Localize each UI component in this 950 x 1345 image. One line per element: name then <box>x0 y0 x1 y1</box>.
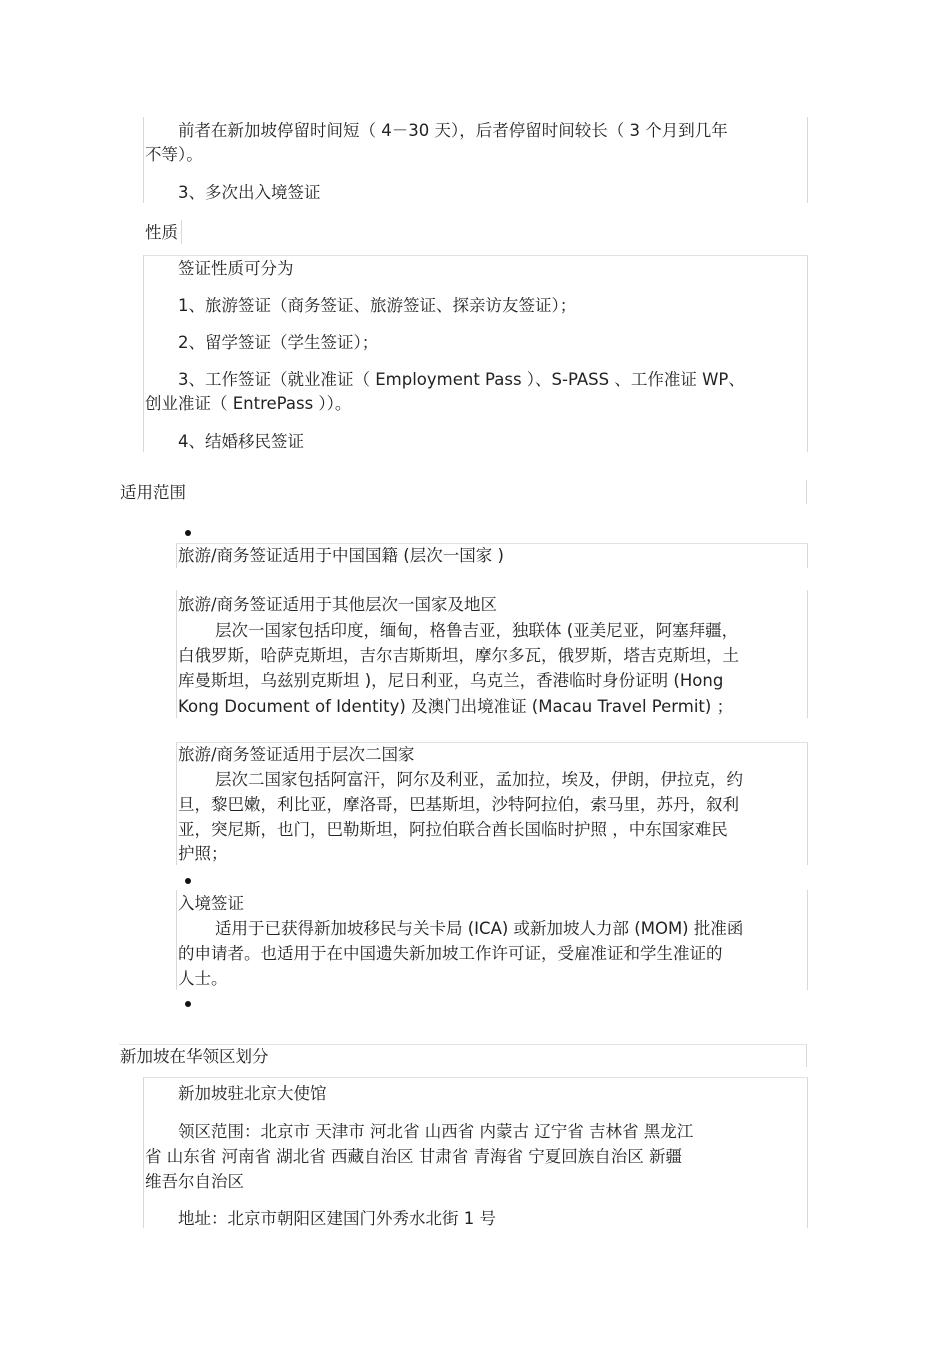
multi-entry-visa: 3、多次出入境签证 <box>178 183 321 202</box>
bullet-dot <box>185 1001 191 1007</box>
tier2-title: 旅游/商务签证适用于层次二国家 <box>178 745 415 764</box>
nature-heading: 性质 <box>145 223 178 242</box>
entry-line-1: 适用于已获得新加坡移民与关卡局 (ICA) 或新加坡人力部 (MOM) 批准函 <box>215 919 744 938</box>
scope-heading: 适用范围 <box>120 483 186 502</box>
bullet-dot <box>185 878 191 884</box>
nature-item-4: 4、结婚移民签证 <box>178 432 304 451</box>
jurisdiction-line-3: 维吾尔自治区 <box>145 1172 244 1191</box>
tier1-title: 旅游/商务签证适用于其他层次一国家及地区 <box>178 595 498 614</box>
embassy-title: 新加坡驻北京大使馆 <box>178 1084 327 1103</box>
scope-heading-box <box>119 480 807 504</box>
duration-line-2: 不等）。 <box>145 145 203 164</box>
jurisdiction-line-1: 领区范围：北京市 天津市 河北省 山西省 内蒙古 辽宁省 吉林省 黑龙江 <box>178 1122 694 1141</box>
nature-intro: 签证性质可分为 <box>178 259 294 278</box>
tier2-line-3: 亚，突尼斯，也门，巴勒斯坦，阿拉伯联合酋长国临时护照 ，中东国家难民 <box>178 820 728 839</box>
tier1-line-1: 层次一国家包括印度，缅甸，格鲁吉亚，独联体 (亚美尼亚，阿塞拜疆， <box>215 621 739 640</box>
tier1-line-3: 库曼斯坦，乌兹别克斯坦 )，尼日利亚，乌克兰，香港临时身份证明 (Hong <box>178 671 724 690</box>
entry-line-2: 的申请者。也适用于在中国遗失新加坡工作许可证，受雇准证和学生准证的 <box>178 944 723 963</box>
entry-line-3: 人士。 <box>178 969 228 988</box>
entry-box <box>176 890 808 990</box>
tier1-line-4: Kong Document of Identity) 及澳门出境准证 (Macau Travel Permit) ； <box>178 697 734 716</box>
nature-item-3b: 创业准证（ EntrePass ））。 <box>145 394 352 413</box>
duration-line-1: 前者在新加坡停留时间短（ 4－30 天），后者停留时间较长（ 3 个月到几年 <box>178 121 728 140</box>
jurisdiction-line-2: 省 山东省 河南省 湖北省 西藏自治区 甘肃省 青海省 宁夏回族自治区 新疆 <box>145 1147 682 1166</box>
tier2-line-2: 旦，黎巴嫩，利比亚，摩洛哥，巴基斯坦，沙特阿拉伯，索马里，苏丹，叙利 <box>178 795 739 814</box>
tier2-line-1: 层次二国家包括阿富汗，阿尔及利亚，孟加拉，埃及，伊朗，伊拉克，约 <box>215 770 743 789</box>
embassy-address: 地址：北京市朝阳区建国门外秀水北街 1 号 <box>178 1209 496 1228</box>
nature-item-1: 1、旅游签证（商务签证、旅游签证、探亲访友签证）； <box>178 296 577 315</box>
entry-visa-title: 入境签证 <box>178 894 244 913</box>
tier2-line-4: 护照； <box>178 844 228 863</box>
consular-heading: 新加坡在华领区划分 <box>120 1047 269 1066</box>
china-visa-title: 旅游/商务签证适用于中国国籍 (层次一国家 ) <box>178 546 504 565</box>
nature-item-2: 2、留学签证（学生签证）； <box>178 333 379 352</box>
nature-item-3a: 3、工作签证（就业准证（ Employment Pass ）、S-PASS 、工作准证 WP、 <box>178 370 745 389</box>
bullet-dot <box>185 530 191 536</box>
tier1-line-2: 白俄罗斯，哈萨克斯坦，吉尔吉斯斯坦，摩尔多瓦，俄罗斯，塔吉克斯坦，土 <box>178 646 739 665</box>
